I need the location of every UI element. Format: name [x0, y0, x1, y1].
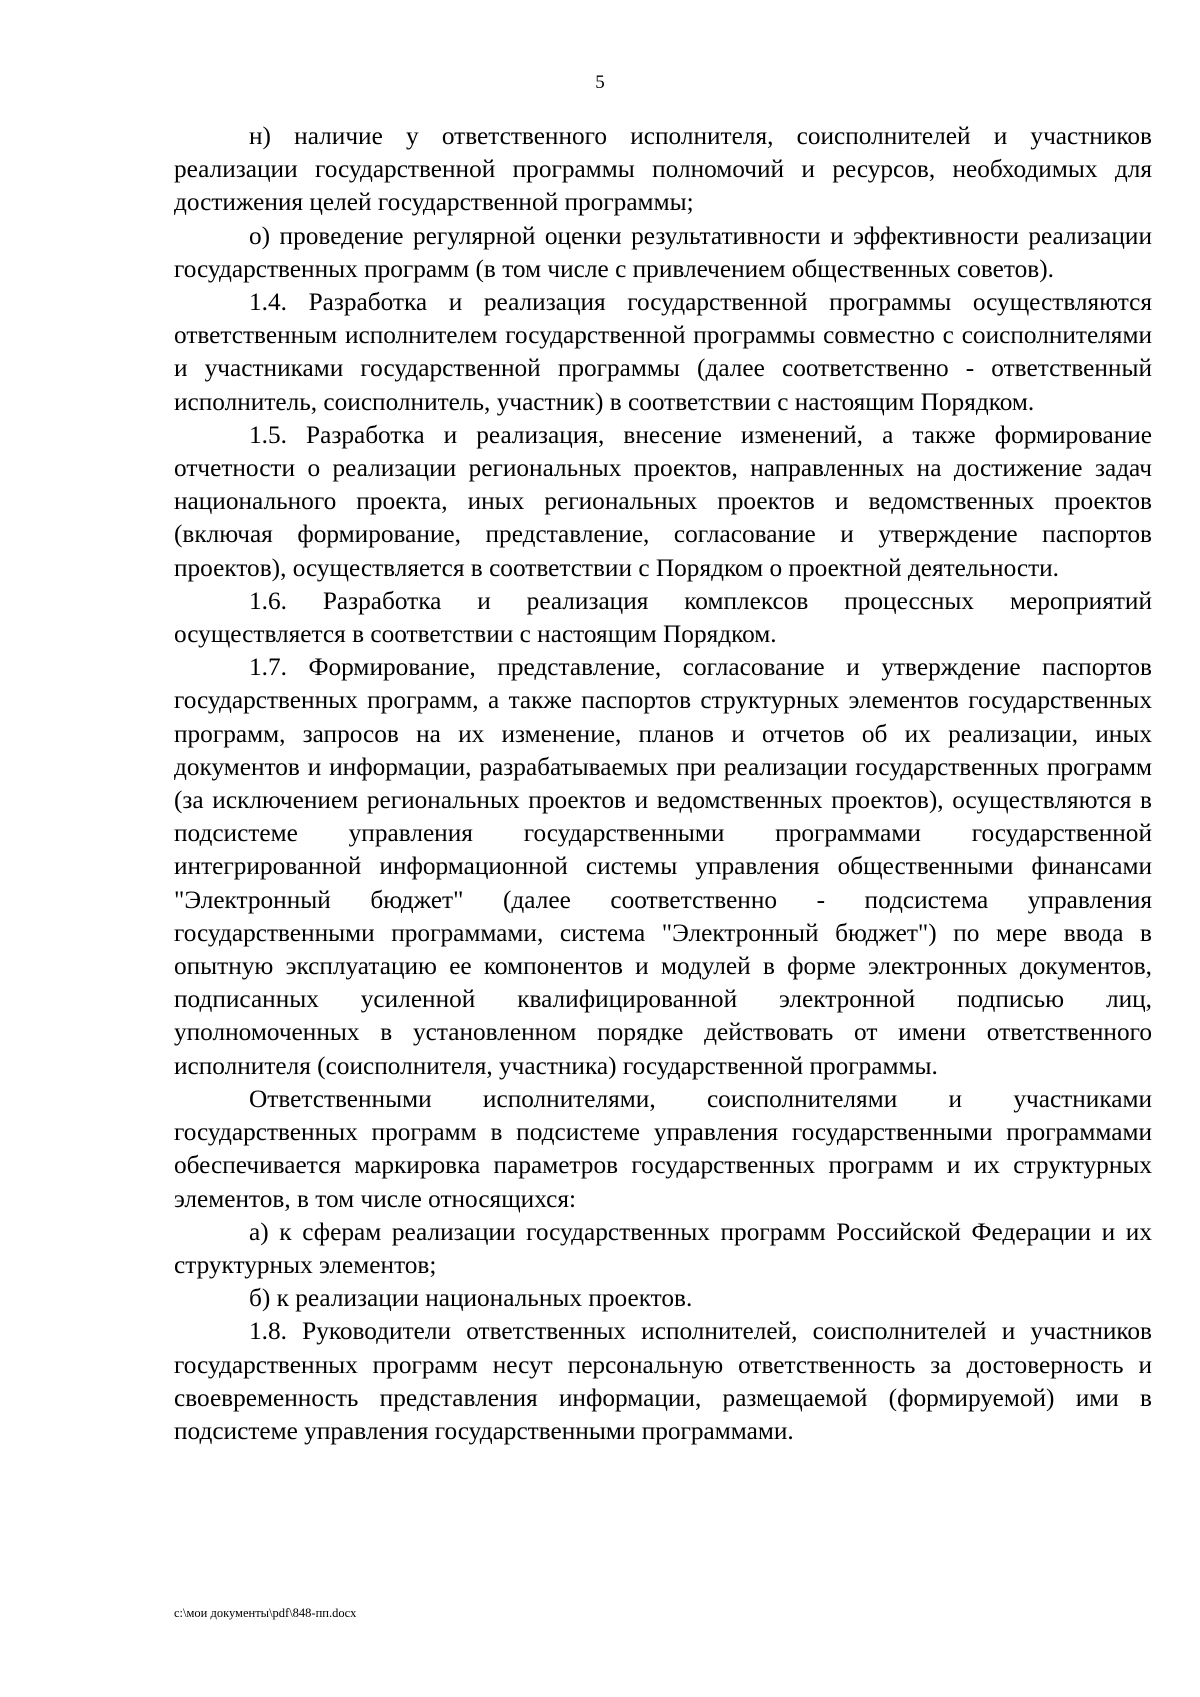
paragraph-marking: Ответственными исполнителями, соисполнителями и участниками государственных программ в подсистеме управления государственными программами обеспечивается маркировка параметров государственных программ и их структурных элементов, в том числе относящихся:	[174, 1084, 1152, 1213]
paragraph-1-7: 1.7. Формирование, представление, согласование и утверждение паспортов государственных программ, а также паспортов структурных элементов государственных программ, запросов на их изменение, планов и отчетов об их реализации, иных документов и информации, разрабатываемых при реализации государственных программ (за исключением региональных проектов и ведомственных проектов), осуществляются в подсистеме управления государственными программами государственной интегрированной информационной системы управления общественными финансами "Электронный бюджет" (далее соответственно - подсистема управления государственными программами, система "Электронный бюджет") по мере ввода в опытную эксплуатацию ее компонентов и модулей в форме электронных документов, подписанных усиленной квалифицированной электронной подписью лиц, уполномоченных в установленном порядке действовать от имени ответственного исполнителя (соисполнителя, участника) государственной программы.	[174, 653, 1152, 1080]
paragraph-b: б) к реализации национальных проектов.	[249, 1284, 693, 1313]
paragraph-n: н) наличие у ответственного исполнителя, соисполнителей и участников реализации государственной программы полномочий и ресурсов, необходимых для достижения целей государственной программы;	[174, 122, 1152, 217]
paragraph-a: а) к сферам реализации государственных программ Российской Федерации и их структурных элементов;	[174, 1217, 1152, 1279]
footer-file-path: c:\мои документы\pdf\848-пп.docx	[174, 1606, 357, 1620]
paragraph-1-6: 1.6. Разработка и реализация комплексов процессных мероприятий осуществляется в соответствии с настоящим Порядком.	[174, 586, 1152, 649]
paragraph-1-8: 1.8. Руководители ответственных исполнителей, соисполнителей и участников государственных программ несут персональную ответственность за достоверность и своевременность представления информации, размещаемой (формируемой) ими в подсистеме управления государственными программами.	[174, 1317, 1152, 1445]
paragraph-o: о) проведение регулярной оценки результативности и эффективности реализации государственных программ (в том числе с привлечением общественных советов).	[174, 221, 1152, 283]
document-body	[174, 120, 1152, 1448]
paragraph-1-5: 1.5. Разработка и реализация, внесение изменений, а также формирование отчетности о реализации региональных проектов, направленных на достижение задач национального проекта, иных региональных проектов и ведомственных проектов (включая формирование, представление, согласование и утверждение паспортов проектов), осуществляется в соответствии с Порядком о проектной деятельности.	[174, 420, 1152, 582]
page-number: 5	[595, 72, 605, 93]
paragraph-1-4: 1.4. Разработка и реализация государственной программы осуществляются ответственным исполнителем государственной программы совместно с соисполнителями и участниками государственной программы (далее соответственно - ответственный исполнитель, соисполнитель, участник) в соответствии с настоящим Порядком.	[174, 288, 1152, 416]
